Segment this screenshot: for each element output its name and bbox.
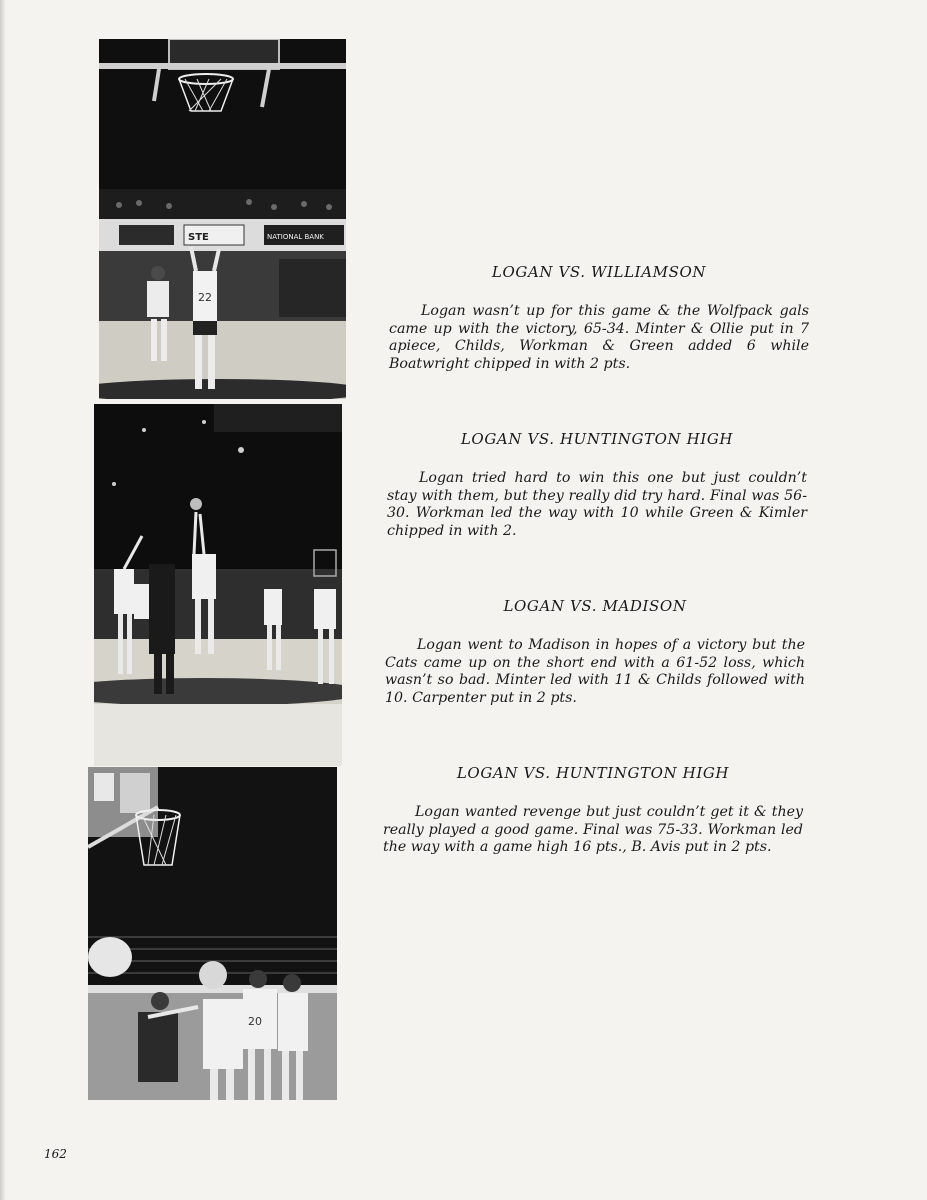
- article-body: Logan went to Madison in hopes of a victory but the Cats came up on the short end with a 61-52 loss, which wasn’t so bad. Minter led with 11 & Childs followed with 10. Carpenter put in 2 pts.: [385, 637, 805, 706]
- photo-1-image: [99, 39, 346, 399]
- article-logan-vs-huntington-high-1: [387, 430, 807, 540]
- arena-sign-ste: STE: [188, 232, 209, 243]
- article-logan-vs-madison: [385, 597, 805, 707]
- article-body: Logan wanted revenge but just couldn’t get it & they really played a good game. Final was 75-33. Workman led the way with a game high 16 pts., B. Avis put in 2 pts.: [383, 804, 803, 856]
- basketball-photo-jump-ball: [94, 404, 342, 766]
- jersey-number-20: 20: [248, 1015, 262, 1028]
- article-title: LOGAN VS. MADISON: [503, 597, 687, 615]
- article-logan-vs-huntington-high-2: [383, 764, 803, 857]
- photo-2-image: [94, 404, 342, 766]
- article-title: LOGAN VS. WILLIAMSON: [491, 263, 707, 281]
- page-edge: [0, 0, 6, 1200]
- basketball-photo-rebound: [88, 767, 337, 1100]
- photo-3-image: [88, 767, 337, 1100]
- basketball-photo-free-throw: [99, 39, 346, 399]
- article-title: LOGAN VS. HUNTINGTON HIGH: [460, 430, 734, 448]
- article-title: LOGAN VS. HUNTINGTON HIGH: [456, 764, 730, 782]
- arena-sign-bank: NATIONAL BANK: [267, 233, 324, 241]
- article-body: Logan tried hard to win this one but just couldn’t stay with them, but they really did try hard. Final was 56-30. Workman led the way with 10 while Green & Kimler chipped in with 2.: [387, 470, 807, 539]
- article-logan-vs-williamson: [389, 263, 809, 373]
- article-body: Logan wasn’t up for this game & the Wolfpack gals came up with the victory, 65-34. Minter & Ollie put in 7 apiece, Childs, Workman & Green added 6 while Boatwright chipped in with 2 pts.: [389, 303, 809, 372]
- page-number: 162: [44, 1147, 67, 1161]
- jersey-number-22: 22: [198, 291, 212, 304]
